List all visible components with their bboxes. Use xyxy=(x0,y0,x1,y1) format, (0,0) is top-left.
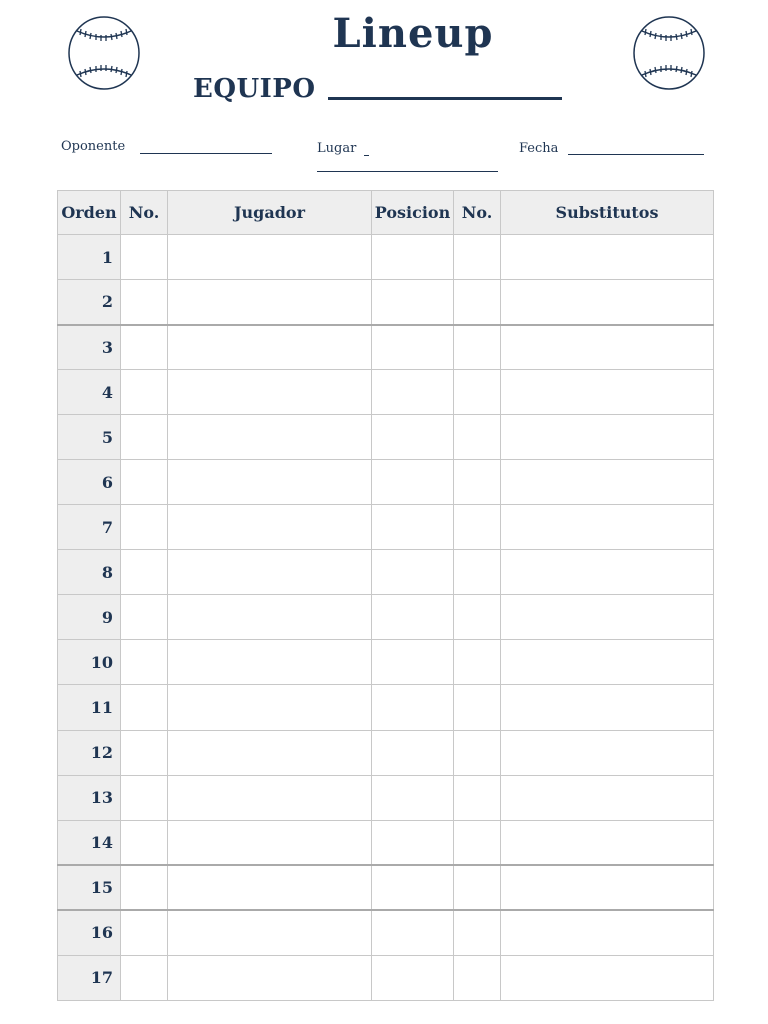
sub-number-cell[interactable] xyxy=(454,640,501,685)
opponent-field[interactable] xyxy=(140,153,272,154)
position-cell[interactable] xyxy=(372,325,454,370)
sub-number-cell[interactable] xyxy=(454,550,501,595)
player-number-cell[interactable] xyxy=(121,955,168,1000)
sub-number-cell[interactable] xyxy=(454,865,501,910)
table-row xyxy=(58,595,714,640)
player-number-cell[interactable] xyxy=(121,910,168,955)
position-cell[interactable] xyxy=(372,730,454,775)
player-number-cell[interactable] xyxy=(121,550,168,595)
order-number: 5 xyxy=(58,415,121,460)
order-number: 13 xyxy=(58,775,121,820)
player-name-cell[interactable] xyxy=(168,685,372,730)
position-cell[interactable] xyxy=(372,460,454,505)
position-cell[interactable] xyxy=(372,775,454,820)
table-row xyxy=(58,325,714,370)
substitute-cell[interactable] xyxy=(501,730,714,775)
substitute-cell[interactable] xyxy=(501,235,714,280)
substitute-cell[interactable] xyxy=(501,415,714,460)
substitute-cell[interactable] xyxy=(501,595,714,640)
player-name-cell[interactable] xyxy=(168,865,372,910)
position-cell[interactable] xyxy=(372,955,454,1000)
player-name-cell[interactable] xyxy=(168,730,372,775)
player-name-cell[interactable] xyxy=(168,640,372,685)
player-name-cell[interactable] xyxy=(168,910,372,955)
position-cell[interactable] xyxy=(372,235,454,280)
player-number-cell[interactable] xyxy=(121,730,168,775)
player-number-cell[interactable] xyxy=(121,775,168,820)
position-cell[interactable] xyxy=(372,505,454,550)
sub-number-cell[interactable] xyxy=(454,460,501,505)
column-header-number: No. xyxy=(121,191,168,235)
order-number: 11 xyxy=(58,685,121,730)
player-number-cell[interactable] xyxy=(121,325,168,370)
column-header-sub-number: No. xyxy=(454,191,501,235)
substitute-cell[interactable] xyxy=(501,775,714,820)
sub-number-cell[interactable] xyxy=(454,955,501,1000)
player-number-cell[interactable] xyxy=(121,640,168,685)
table-row xyxy=(58,415,714,460)
position-cell[interactable] xyxy=(372,550,454,595)
player-number-cell[interactable] xyxy=(121,370,168,415)
sub-number-cell[interactable] xyxy=(454,325,501,370)
substitute-cell[interactable] xyxy=(501,955,714,1000)
position-cell[interactable] xyxy=(372,910,454,955)
order-number: 3 xyxy=(58,325,121,370)
order-number: 9 xyxy=(58,595,121,640)
opponent-label: Oponente xyxy=(61,139,126,154)
sub-number-cell[interactable] xyxy=(454,910,501,955)
team-row xyxy=(193,74,562,104)
substitute-cell[interactable] xyxy=(501,280,714,325)
order-number: 17 xyxy=(58,955,121,1000)
player-number-cell[interactable] xyxy=(121,820,168,865)
player-number-cell[interactable] xyxy=(121,505,168,550)
order-number: 4 xyxy=(58,370,121,415)
table-row xyxy=(58,685,714,730)
position-cell[interactable] xyxy=(372,865,454,910)
sub-number-cell[interactable] xyxy=(454,775,501,820)
player-name-cell[interactable] xyxy=(168,280,372,325)
table-row xyxy=(58,820,714,865)
player-number-cell[interactable] xyxy=(121,865,168,910)
team-label: EQUIPO xyxy=(193,74,316,104)
player-number-cell[interactable] xyxy=(121,595,168,640)
order-number: 15 xyxy=(58,865,121,910)
substitute-cell[interactable] xyxy=(501,370,714,415)
table-row xyxy=(58,505,714,550)
player-number-cell[interactable] xyxy=(121,685,168,730)
table-row xyxy=(58,865,714,910)
sub-number-cell[interactable] xyxy=(454,730,501,775)
order-number: 7 xyxy=(58,505,121,550)
substitute-cell[interactable] xyxy=(501,550,714,595)
place-field[interactable] xyxy=(317,171,498,172)
column-header-posicion: Posicion xyxy=(372,191,454,235)
player-name-cell[interactable] xyxy=(168,820,372,865)
player-number-cell[interactable] xyxy=(121,235,168,280)
position-cell[interactable] xyxy=(372,685,454,730)
sub-number-cell[interactable] xyxy=(454,235,501,280)
order-number: 8 xyxy=(58,550,121,595)
player-name-cell[interactable] xyxy=(168,505,372,550)
team-field[interactable] xyxy=(328,97,562,100)
date-field[interactable] xyxy=(568,154,704,155)
player-name-cell[interactable] xyxy=(168,595,372,640)
substitute-cell[interactable] xyxy=(501,505,714,550)
position-cell[interactable] xyxy=(372,595,454,640)
position-cell[interactable] xyxy=(372,640,454,685)
player-number-cell[interactable] xyxy=(121,460,168,505)
table-row xyxy=(58,730,714,775)
order-number: 16 xyxy=(58,910,121,955)
player-name-cell[interactable] xyxy=(168,325,372,370)
sub-number-cell[interactable] xyxy=(454,505,501,550)
column-header-substitutos: Substitutos xyxy=(501,191,714,235)
table-row xyxy=(58,910,714,955)
date-label: Fecha xyxy=(519,141,559,156)
sub-number-cell[interactable] xyxy=(454,370,501,415)
order-number: 14 xyxy=(58,820,121,865)
table-row xyxy=(58,955,714,1000)
player-number-cell[interactable] xyxy=(121,280,168,325)
table-row xyxy=(58,550,714,595)
player-number-cell[interactable] xyxy=(121,415,168,460)
lineup-table xyxy=(57,190,714,1001)
player-name-cell[interactable] xyxy=(168,955,372,1000)
table-header-row xyxy=(58,191,714,235)
table-row xyxy=(58,775,714,820)
sub-number-cell[interactable] xyxy=(454,685,501,730)
substitute-cell[interactable] xyxy=(501,640,714,685)
table-row xyxy=(58,640,714,685)
position-cell[interactable] xyxy=(372,370,454,415)
position-cell[interactable] xyxy=(372,820,454,865)
column-header-jugador: Jugador xyxy=(168,191,372,235)
position-cell[interactable] xyxy=(372,280,454,325)
order-number: 12 xyxy=(58,730,121,775)
place-label: Lugar xyxy=(317,141,357,156)
order-number: 6 xyxy=(58,460,121,505)
player-name-cell[interactable] xyxy=(168,460,372,505)
sub-number-cell[interactable] xyxy=(454,820,501,865)
table-row xyxy=(58,235,714,280)
order-number: 1 xyxy=(58,235,121,280)
player-name-cell[interactable] xyxy=(168,775,372,820)
player-name-cell[interactable] xyxy=(168,550,372,595)
substitute-cell[interactable] xyxy=(501,460,714,505)
player-name-cell[interactable] xyxy=(168,235,372,280)
table-row xyxy=(58,280,714,325)
sub-number-cell[interactable] xyxy=(454,280,501,325)
substitute-cell[interactable] xyxy=(501,325,714,370)
order-number: 10 xyxy=(58,640,121,685)
order-number: 2 xyxy=(58,280,121,325)
column-header-orden: Orden xyxy=(58,191,121,235)
table-row xyxy=(58,370,714,415)
page-title: Lineup xyxy=(332,10,494,57)
substitute-cell[interactable] xyxy=(501,865,714,910)
substitute-cell[interactable] xyxy=(501,820,714,865)
position-cell[interactable] xyxy=(372,415,454,460)
player-name-cell[interactable] xyxy=(168,370,372,415)
substitute-cell[interactable] xyxy=(501,685,714,730)
table-row xyxy=(58,460,714,505)
substitute-cell[interactable] xyxy=(501,910,714,955)
sub-number-cell[interactable] xyxy=(454,415,501,460)
player-name-cell[interactable] xyxy=(168,415,372,460)
sub-number-cell[interactable] xyxy=(454,595,501,640)
place-field-short xyxy=(364,155,369,156)
